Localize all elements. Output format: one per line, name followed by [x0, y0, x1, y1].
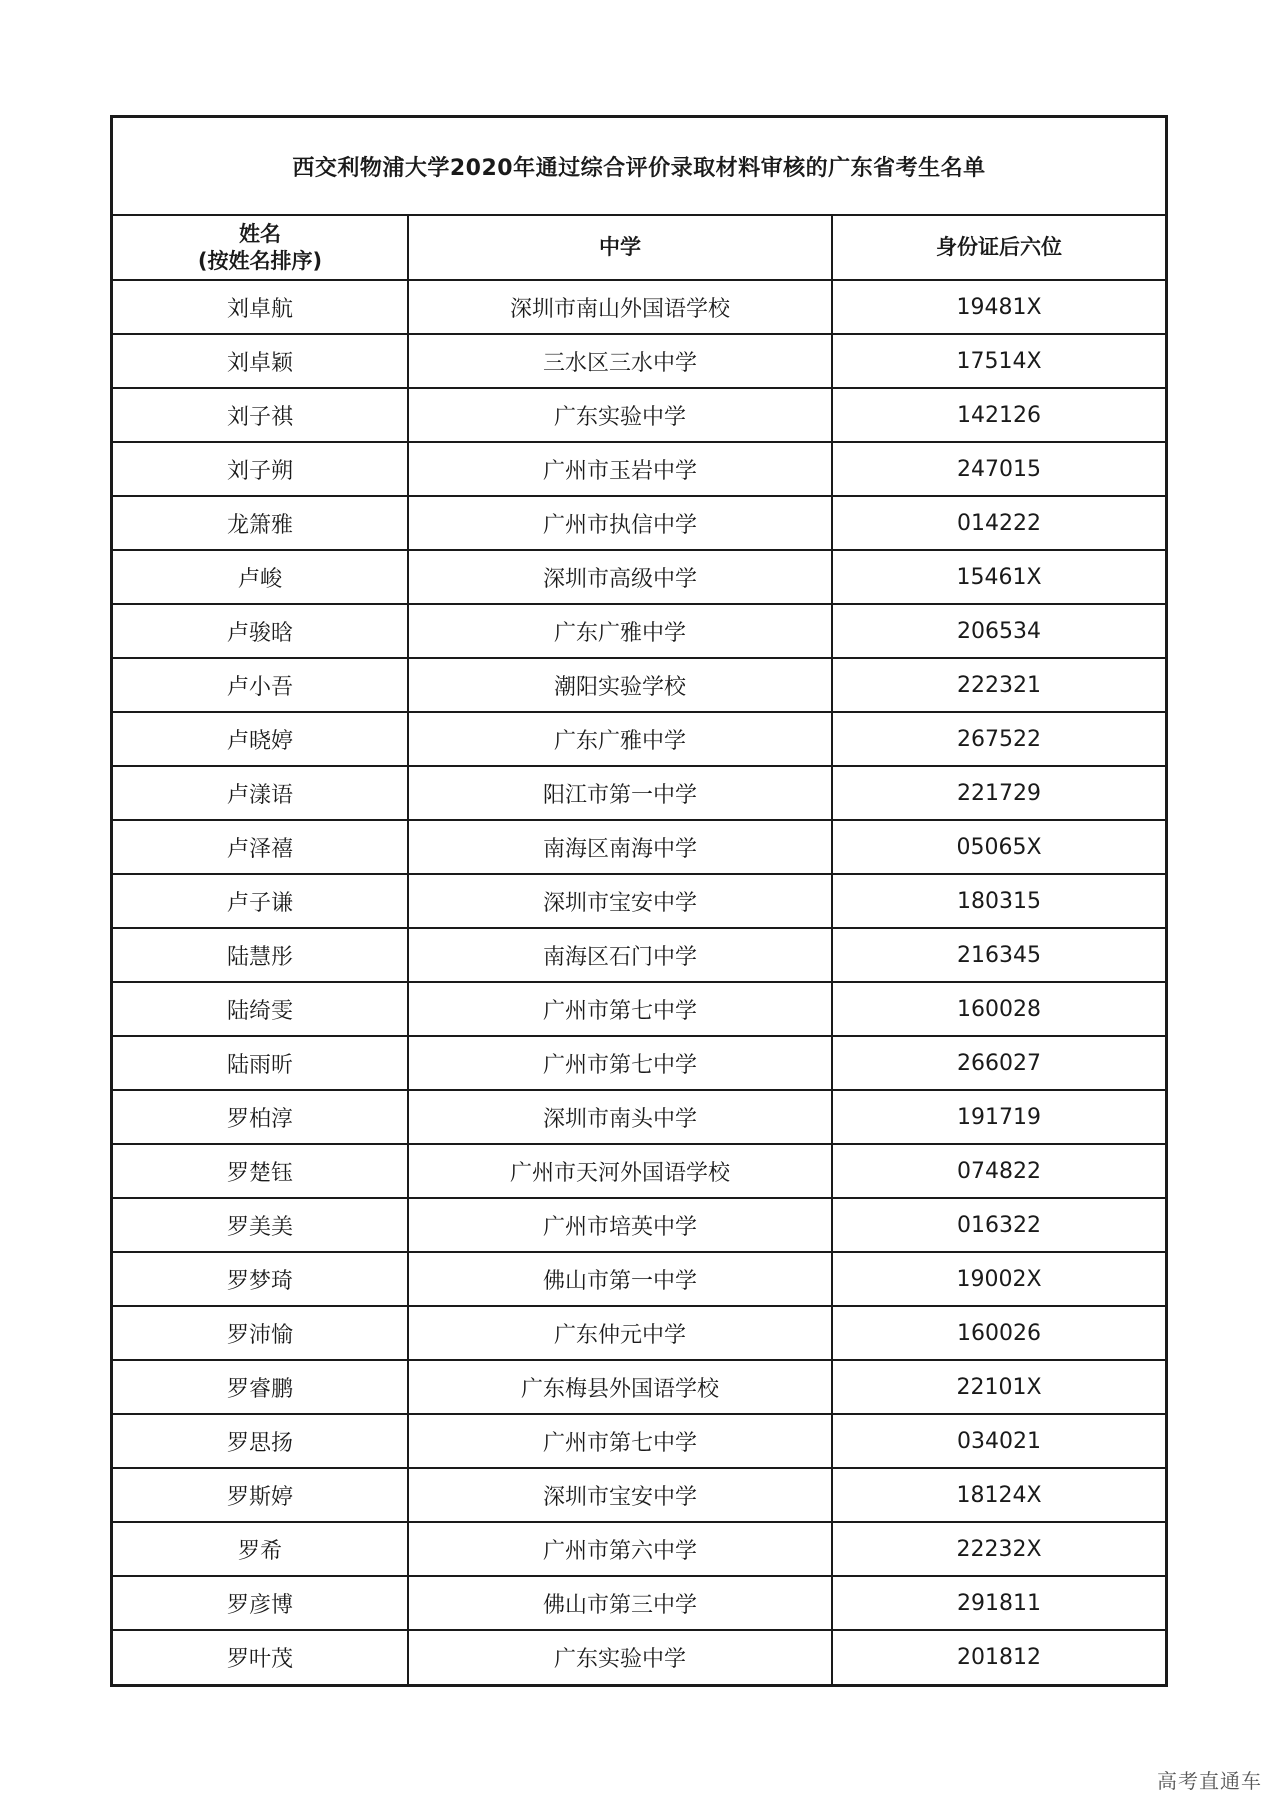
cell-school: 广州市执信中学 — [408, 496, 832, 550]
cell-name: 罗沛愉 — [113, 1306, 408, 1360]
cell-school: 广东实验中学 — [408, 1630, 832, 1684]
table-row — [113, 1306, 1165, 1360]
cell-id: 160026 — [832, 1306, 1165, 1360]
cell-id: 206534 — [832, 604, 1165, 658]
table-row — [113, 712, 1165, 766]
cell-id: 222321 — [832, 658, 1165, 712]
cell-school: 广东实验中学 — [408, 388, 832, 442]
table-row — [113, 1360, 1165, 1414]
cell-name: 罗希 — [113, 1522, 408, 1576]
header-id: 身份证后六位 — [832, 216, 1165, 280]
table-header — [113, 216, 1165, 280]
cell-id: 034021 — [832, 1414, 1165, 1468]
cell-id: 180315 — [832, 874, 1165, 928]
table-row — [113, 982, 1165, 1036]
cell-school: 广州市玉岩中学 — [408, 442, 832, 496]
cell-id: 142126 — [832, 388, 1165, 442]
table-title: 西交利物浦大学2020年通过综合评价录取材料审核的广东省考生名单 — [113, 118, 1165, 216]
cell-school: 广东仲元中学 — [408, 1306, 832, 1360]
table-row — [113, 550, 1165, 604]
cell-id: 191719 — [832, 1090, 1165, 1144]
cell-name: 卢泽禧 — [113, 820, 408, 874]
student-table — [113, 216, 1165, 1684]
cell-name: 卢漾语 — [113, 766, 408, 820]
table-row — [113, 496, 1165, 550]
header-school: 中学 — [408, 216, 832, 280]
cell-name: 龙箫雅 — [113, 496, 408, 550]
cell-school: 广州市第七中学 — [408, 1036, 832, 1090]
cell-id: 266027 — [832, 1036, 1165, 1090]
cell-id: 074822 — [832, 1144, 1165, 1198]
cell-school: 深圳市高级中学 — [408, 550, 832, 604]
cell-id: 221729 — [832, 766, 1165, 820]
cell-name: 罗彦博 — [113, 1576, 408, 1630]
cell-school: 佛山市第一中学 — [408, 1252, 832, 1306]
cell-name: 卢骏晗 — [113, 604, 408, 658]
table-row — [113, 1144, 1165, 1198]
table-row — [113, 1630, 1165, 1684]
cell-school: 潮阳实验学校 — [408, 658, 832, 712]
cell-id: 016322 — [832, 1198, 1165, 1252]
cell-id: 160028 — [832, 982, 1165, 1036]
table-row — [113, 874, 1165, 928]
table-row — [113, 766, 1165, 820]
table-row — [113, 280, 1165, 334]
cell-id: 17514X — [832, 334, 1165, 388]
cell-school: 南海区石门中学 — [408, 928, 832, 982]
cell-id: 18124X — [832, 1468, 1165, 1522]
table-row — [113, 1090, 1165, 1144]
cell-school: 广东广雅中学 — [408, 604, 832, 658]
table-row — [113, 820, 1165, 874]
cell-id: 15461X — [832, 550, 1165, 604]
cell-name: 刘卓颖 — [113, 334, 408, 388]
cell-id: 014222 — [832, 496, 1165, 550]
cell-name: 刘卓航 — [113, 280, 408, 334]
cell-school: 广州市第七中学 — [408, 1414, 832, 1468]
cell-school: 阳江市第一中学 — [408, 766, 832, 820]
cell-name: 陆雨昕 — [113, 1036, 408, 1090]
table-row — [113, 1252, 1165, 1306]
cell-school: 广东广雅中学 — [408, 712, 832, 766]
cell-name: 罗斯婷 — [113, 1468, 408, 1522]
cell-id: 19002X — [832, 1252, 1165, 1306]
header-name-label: 姓名 — [239, 221, 281, 246]
cell-school: 广州市第六中学 — [408, 1522, 832, 1576]
watermark: 高考直通车 — [1157, 1769, 1262, 1793]
table-row — [113, 334, 1165, 388]
cell-school: 广州市第七中学 — [408, 982, 832, 1036]
table-row — [113, 1522, 1165, 1576]
table-row — [113, 658, 1165, 712]
cell-school: 深圳市宝安中学 — [408, 874, 832, 928]
table-row — [113, 1414, 1165, 1468]
cell-school: 广东梅县外国语学校 — [408, 1360, 832, 1414]
cell-school: 广州市培英中学 — [408, 1198, 832, 1252]
cell-id: 247015 — [832, 442, 1165, 496]
table-row — [113, 928, 1165, 982]
table-row — [113, 442, 1165, 496]
header-row — [113, 216, 1165, 280]
cell-id: 22232X — [832, 1522, 1165, 1576]
table-row — [113, 1576, 1165, 1630]
cell-name: 陆慧彤 — [113, 928, 408, 982]
table-row — [113, 1468, 1165, 1522]
admission-list-table — [110, 115, 1168, 1687]
cell-id: 22101X — [832, 1360, 1165, 1414]
cell-school: 深圳市南山外国语学校 — [408, 280, 832, 334]
cell-id: 201812 — [957, 1645, 1041, 1670]
cell-school: 深圳市南头中学 — [408, 1090, 832, 1144]
table-row — [113, 1198, 1165, 1252]
cell-name: 罗梦琦 — [113, 1252, 408, 1306]
cell-name: 罗叶茂 — [113, 1630, 408, 1684]
cell-id: 267522 — [832, 712, 1165, 766]
cell-id: 291811 — [832, 1576, 1165, 1630]
cell-school: 佛山市第三中学 — [408, 1576, 832, 1630]
cell-name: 刘子祺 — [113, 388, 408, 442]
cell-id: 05065X — [832, 820, 1165, 874]
cell-school: 广州市天河外国语学校 — [408, 1144, 832, 1198]
table-body — [113, 280, 1165, 1684]
cell-school: 南海区南海中学 — [408, 820, 832, 874]
cell-name: 罗美美 — [113, 1198, 408, 1252]
cell-id: 19481X — [832, 280, 1165, 334]
table-row — [113, 1036, 1165, 1090]
cell-name: 卢峻 — [113, 550, 408, 604]
cell-name: 陆绮雯 — [113, 982, 408, 1036]
cell-name: 罗柏淳 — [113, 1090, 408, 1144]
cell-school: 深圳市宝安中学 — [408, 1468, 832, 1522]
cell-name: 卢小吾 — [113, 658, 408, 712]
cell-school: 三水区三水中学 — [408, 334, 832, 388]
header-name-sort-note: (按姓名排序) — [197, 248, 323, 273]
table-row — [113, 388, 1165, 442]
cell-name: 卢子谦 — [113, 874, 408, 928]
cell-name: 罗睿鹏 — [113, 1360, 408, 1414]
header-name — [113, 216, 408, 280]
cell-id: 216345 — [832, 928, 1165, 982]
cell-name: 罗楚钰 — [113, 1144, 408, 1198]
cell-name: 罗思扬 — [113, 1414, 408, 1468]
table-row — [113, 604, 1165, 658]
cell-name: 刘子朔 — [113, 442, 408, 496]
cell-name: 卢晓婷 — [113, 712, 408, 766]
